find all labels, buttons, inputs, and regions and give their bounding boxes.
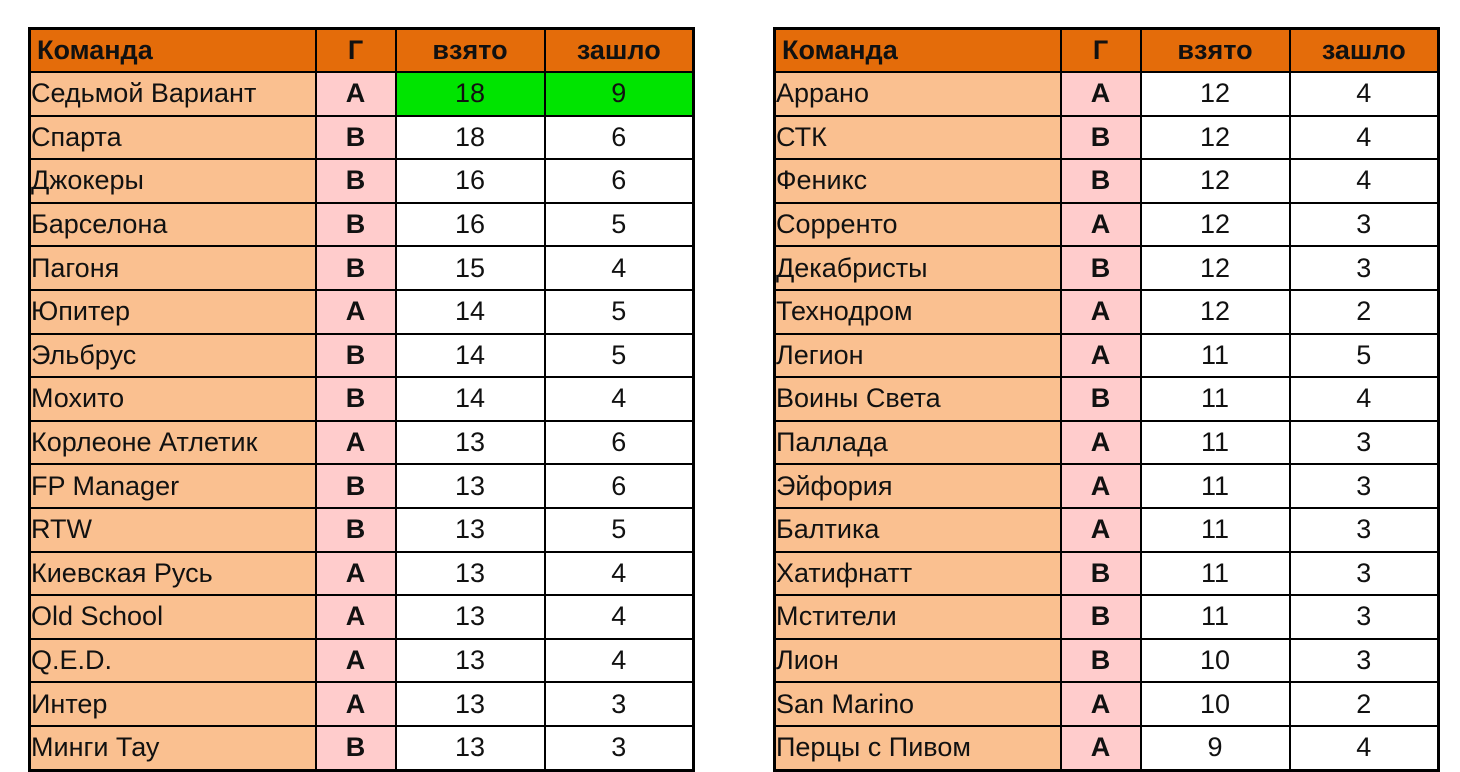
conceded-cell: 3	[1290, 464, 1439, 508]
conceded-cell: 3	[1290, 552, 1439, 596]
team-name-cell: Q.E.D.	[30, 639, 316, 683]
table-row	[775, 203, 1439, 247]
team-name-cell: Эльбрус	[30, 334, 316, 378]
conceded-cell: 4	[545, 552, 694, 596]
taken-cell: 13	[396, 639, 545, 683]
group-cell: B	[316, 159, 396, 203]
group-cell: A	[1061, 334, 1141, 378]
taken-cell: 13	[396, 682, 545, 726]
taken-cell: 10	[1141, 682, 1290, 726]
table-row	[775, 726, 1439, 770]
table-row	[775, 290, 1439, 334]
taken-cell: 10	[1141, 639, 1290, 683]
header-group: Г	[1061, 29, 1141, 73]
conceded-cell: 4	[1290, 116, 1439, 160]
conceded-cell: 3	[1290, 508, 1439, 552]
table-row	[775, 377, 1439, 421]
conceded-cell: 3	[1290, 639, 1439, 683]
team-name-cell: Сорренто	[775, 203, 1061, 247]
header-conceded: зашло	[545, 29, 694, 73]
group-cell: A	[316, 595, 396, 639]
taken-cell: 11	[1141, 552, 1290, 596]
table-row	[775, 334, 1439, 378]
group-cell: B	[316, 508, 396, 552]
group-cell: B	[316, 203, 396, 247]
group-cell: B	[1061, 116, 1141, 160]
taken-cell: 13	[396, 421, 545, 465]
taken-cell: 16	[396, 203, 545, 247]
conceded-cell: 4	[545, 377, 694, 421]
group-cell: A	[1061, 203, 1141, 247]
conceded-cell: 3	[1290, 595, 1439, 639]
taken-cell: 12	[1141, 203, 1290, 247]
team-name-cell: Юпитер	[30, 290, 316, 334]
taken-cell: 18	[396, 72, 545, 116]
conceded-cell: 6	[545, 159, 694, 203]
taken-cell: 11	[1141, 377, 1290, 421]
team-name-cell: FP Manager	[30, 464, 316, 508]
group-cell: A	[316, 682, 396, 726]
table-row	[30, 159, 694, 203]
table-row	[30, 203, 694, 247]
group-cell: B	[1061, 159, 1141, 203]
taken-cell: 16	[396, 159, 545, 203]
taken-cell: 13	[396, 508, 545, 552]
taken-cell: 13	[396, 726, 545, 770]
conceded-cell: 3	[1290, 203, 1439, 247]
taken-cell: 11	[1141, 595, 1290, 639]
taken-cell: 14	[396, 290, 545, 334]
team-name-cell: Мохито	[30, 377, 316, 421]
conceded-cell: 3	[545, 682, 694, 726]
team-name-cell: Воины Света	[775, 377, 1061, 421]
conceded-cell: 4	[1290, 726, 1439, 770]
conceded-cell: 4	[1290, 159, 1439, 203]
group-cell: A	[1061, 682, 1141, 726]
team-name-cell: Пагоня	[30, 246, 316, 290]
table-row	[30, 246, 694, 290]
table-row	[30, 639, 694, 683]
team-name-cell: Минги Тау	[30, 726, 316, 770]
taken-cell: 12	[1141, 116, 1290, 160]
table-row	[775, 72, 1439, 116]
header-taken: взято	[1141, 29, 1290, 73]
team-name-cell: Технодром	[775, 290, 1061, 334]
conceded-cell: 3	[545, 726, 694, 770]
team-name-cell: Корлеоне Атлетик	[30, 421, 316, 465]
team-name-cell: Эйфория	[775, 464, 1061, 508]
table-row	[30, 682, 694, 726]
conceded-cell: 4	[545, 246, 694, 290]
standings-table-left	[28, 27, 695, 772]
team-name-cell: Перцы с Пивом	[775, 726, 1061, 770]
standings-table-right	[773, 27, 1440, 772]
header-team: Команда	[30, 29, 316, 73]
conceded-cell: 3	[1290, 421, 1439, 465]
team-name-cell: Декабристы	[775, 246, 1061, 290]
table-row	[775, 552, 1439, 596]
header-team: Команда	[775, 29, 1061, 73]
group-cell: B	[316, 377, 396, 421]
team-name-cell: Паллада	[775, 421, 1061, 465]
table-row	[30, 726, 694, 770]
table-row	[30, 508, 694, 552]
taken-cell: 12	[1141, 72, 1290, 116]
group-cell: B	[316, 246, 396, 290]
taken-cell: 13	[396, 464, 545, 508]
conceded-cell: 5	[545, 203, 694, 247]
team-name-cell: СТК	[775, 116, 1061, 160]
group-cell: A	[316, 552, 396, 596]
taken-cell: 18	[396, 116, 545, 160]
group-cell: A	[1061, 726, 1141, 770]
team-name-cell: San Marino	[775, 682, 1061, 726]
team-name-cell: Old School	[30, 595, 316, 639]
table-row	[775, 421, 1439, 465]
taken-cell: 15	[396, 246, 545, 290]
group-cell: A	[316, 290, 396, 334]
conceded-cell: 6	[545, 116, 694, 160]
header-row	[775, 29, 1439, 73]
conceded-cell: 5	[545, 290, 694, 334]
table-row	[775, 508, 1439, 552]
taken-cell: 12	[1141, 246, 1290, 290]
group-cell: B	[1061, 595, 1141, 639]
conceded-cell: 4	[545, 639, 694, 683]
team-name-cell: Легион	[775, 334, 1061, 378]
group-cell: B	[316, 334, 396, 378]
taken-cell: 13	[396, 552, 545, 596]
group-cell: A	[1061, 290, 1141, 334]
conceded-cell: 2	[1290, 290, 1439, 334]
table-row	[775, 595, 1439, 639]
taken-cell: 14	[396, 377, 545, 421]
taken-cell: 11	[1141, 464, 1290, 508]
taken-cell: 12	[1141, 290, 1290, 334]
team-name-cell: Барселона	[30, 203, 316, 247]
table-row	[775, 159, 1439, 203]
table-row	[30, 464, 694, 508]
team-name-cell: Лион	[775, 639, 1061, 683]
conceded-cell: 9	[545, 72, 694, 116]
taken-cell: 11	[1141, 421, 1290, 465]
group-cell: B	[1061, 246, 1141, 290]
header-group: Г	[316, 29, 396, 73]
group-cell: A	[316, 72, 396, 116]
group-cell: B	[1061, 552, 1141, 596]
team-name-cell: Киевская Русь	[30, 552, 316, 596]
taken-cell: 14	[396, 334, 545, 378]
group-cell: B	[316, 464, 396, 508]
group-cell: B	[1061, 639, 1141, 683]
taken-cell: 11	[1141, 334, 1290, 378]
conceded-cell: 2	[1290, 682, 1439, 726]
team-name-cell: RTW	[30, 508, 316, 552]
team-name-cell: Джокеры	[30, 159, 316, 203]
table-row	[30, 290, 694, 334]
group-cell: A	[1061, 464, 1141, 508]
group-cell: A	[1061, 508, 1141, 552]
team-name-cell: Интер	[30, 682, 316, 726]
table-row	[30, 421, 694, 465]
conceded-cell: 5	[545, 334, 694, 378]
table-row	[30, 116, 694, 160]
conceded-cell: 5	[545, 508, 694, 552]
team-name-cell: Мстители	[775, 595, 1061, 639]
taken-cell: 13	[396, 595, 545, 639]
conceded-cell: 4	[1290, 377, 1439, 421]
table-row	[775, 246, 1439, 290]
team-name-cell: Хатифнатт	[775, 552, 1061, 596]
conceded-cell: 4	[545, 595, 694, 639]
conceded-cell: 3	[1290, 246, 1439, 290]
header-taken: взято	[396, 29, 545, 73]
taken-cell: 12	[1141, 159, 1290, 203]
group-cell: B	[1061, 377, 1141, 421]
group-cell: B	[316, 726, 396, 770]
group-cell: A	[1061, 72, 1141, 116]
team-name-cell: Аррано	[775, 72, 1061, 116]
group-cell: A	[316, 639, 396, 683]
table-row	[30, 595, 694, 639]
table-row	[775, 116, 1439, 160]
group-cell: A	[316, 421, 396, 465]
table-row	[775, 639, 1439, 683]
conceded-cell: 5	[1290, 334, 1439, 378]
header-row	[30, 29, 694, 73]
conceded-cell: 6	[545, 421, 694, 465]
table-row	[775, 464, 1439, 508]
table-row	[775, 682, 1439, 726]
team-name-cell: Балтика	[775, 508, 1061, 552]
table-row	[30, 377, 694, 421]
table-row	[30, 334, 694, 378]
team-name-cell: Спарта	[30, 116, 316, 160]
team-name-cell: Феникс	[775, 159, 1061, 203]
team-name-cell: Седьмой Вариант	[30, 72, 316, 116]
header-conceded: зашло	[1290, 29, 1439, 73]
group-cell: A	[1061, 421, 1141, 465]
table-row	[30, 552, 694, 596]
table-row	[30, 72, 694, 116]
group-cell: B	[316, 116, 396, 160]
conceded-cell: 6	[545, 464, 694, 508]
taken-cell: 11	[1141, 508, 1290, 552]
taken-cell: 9	[1141, 726, 1290, 770]
conceded-cell: 4	[1290, 72, 1439, 116]
